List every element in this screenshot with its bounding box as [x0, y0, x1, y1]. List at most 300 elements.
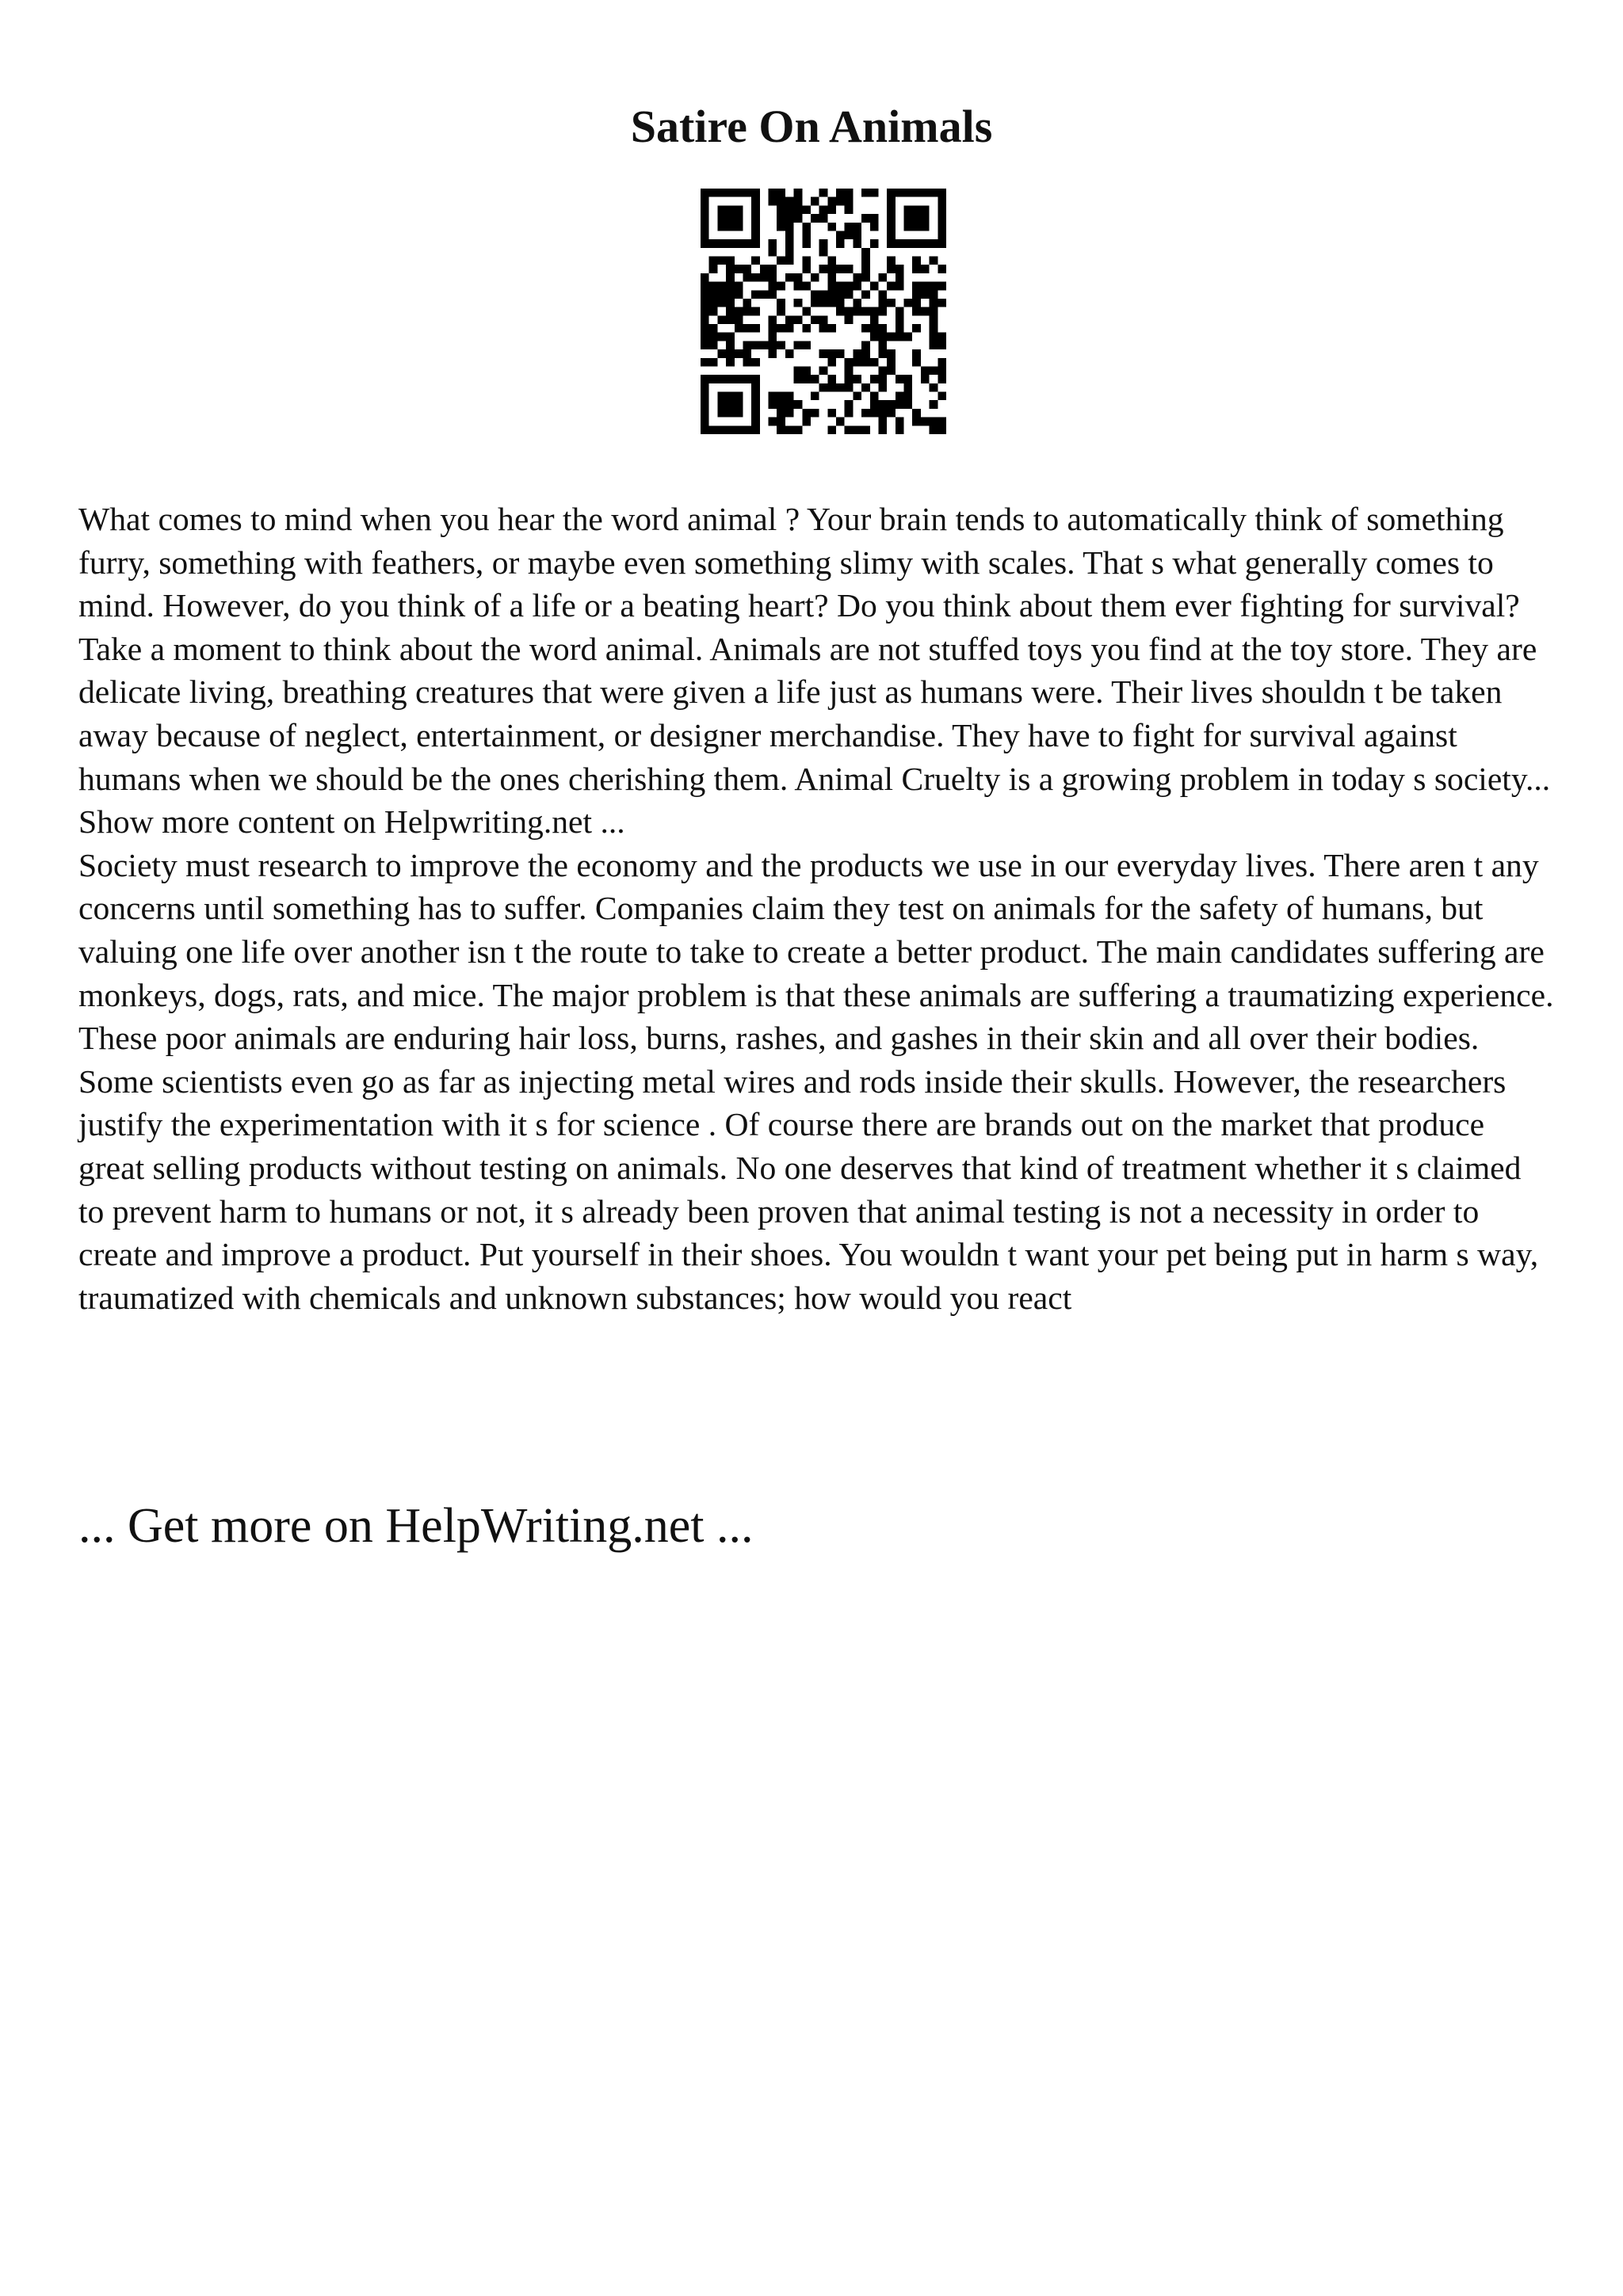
qr-module [769, 341, 777, 349]
qr-module [726, 290, 735, 299]
qr-module [819, 299, 828, 307]
qr-module [726, 214, 735, 223]
paragraph-1: What comes to mind when you hear the word animal ? Your brain tends to automatically think of something furry, something with feathers, or maybe even something slimy with scales. That s what generally comes to mind. However, do you think of a life or a beating heart? Do you think about them ever fighting for survival? Take a moment to think about the word animal. Animals are not stuffed toys you find at the toy store. They are delicate living, breathing creatures that were given a life just as humans were. Their lives shouldn t be taken away because of neglect, entertainment, or designer merchandise. They have to fight for survival against humans when we should be the ones cherishing them. Animal Cruelty is a growing problem in today s society... Show more content on Helpwriting.net ... [78, 501, 1551, 841]
qr-module [811, 299, 819, 307]
qr-module [802, 324, 811, 333]
qr-module [777, 418, 785, 426]
qr-module [836, 197, 845, 206]
qr-module [726, 400, 735, 409]
qr-module [701, 358, 709, 367]
qr-module [836, 290, 845, 299]
qr-module [726, 189, 735, 197]
qr-module [861, 248, 870, 257]
qr-module [938, 265, 946, 273]
qr-module [743, 239, 751, 248]
qr-module [717, 409, 726, 418]
qr-module [896, 315, 904, 324]
qr-module [785, 223, 794, 231]
qr-module [938, 205, 946, 214]
qr-module [921, 205, 930, 214]
qr-module [861, 214, 870, 223]
qr-module [938, 239, 946, 248]
qr-module [751, 375, 760, 383]
qr-module [861, 383, 870, 392]
qr-module [701, 290, 709, 299]
qr-module [701, 375, 709, 383]
qr-module [827, 409, 836, 418]
qr-module [930, 299, 938, 307]
qr-module [751, 223, 760, 231]
qr-module [811, 273, 819, 282]
qr-module [726, 425, 735, 434]
qr-module [769, 248, 777, 257]
qr-module [802, 409, 811, 418]
qr-module [717, 375, 726, 383]
qr-module [819, 265, 828, 273]
qr-module [717, 189, 726, 197]
qr-module [912, 239, 921, 248]
qr-module [845, 307, 854, 316]
qr-module [836, 239, 845, 248]
qr-module [938, 282, 946, 291]
qr-module [896, 392, 904, 401]
qr-module [887, 214, 896, 223]
qr-module [878, 383, 887, 392]
qr-module [845, 383, 854, 392]
qr-module [769, 265, 777, 273]
qr-module [904, 383, 913, 392]
qr-module [777, 307, 785, 316]
qr-module [751, 214, 760, 223]
qr-module [802, 418, 811, 426]
qr-module [717, 299, 726, 307]
qr-module [794, 189, 803, 197]
qr-module [717, 349, 726, 358]
qr-module [819, 248, 828, 257]
qr-module [819, 366, 828, 375]
qr-module [777, 197, 785, 206]
qr-module [904, 214, 913, 223]
qr-module [726, 239, 735, 248]
qr-module [751, 197, 760, 206]
qr-module [836, 231, 845, 239]
qr-module [836, 299, 845, 307]
qr-module [887, 189, 896, 197]
qr-module [921, 307, 930, 316]
qr-module [751, 392, 760, 401]
qr-module [819, 290, 828, 299]
qr-module [769, 290, 777, 299]
qr-module [717, 333, 726, 341]
qr-module [921, 290, 930, 299]
qr-module [785, 315, 794, 324]
qr-module [701, 282, 709, 291]
qr-module [887, 333, 896, 341]
qr-module [870, 189, 879, 197]
qr-module [930, 315, 938, 324]
qr-module [878, 324, 887, 333]
qr-module [912, 349, 921, 358]
paragraph-2: Society must research to improve the economy and the products we use in our everyday lives. There aren t any concerns until something has to suffer. Companies claim they test on animals for the safety of humans, but valuing one life over another isn t the route to take to create a better product. The main candidates suffering are monkeys, dogs, rats, and mice. The major problem is that these animals are suffering a traumatizing experience. These poor animals are enduring hair loss, burns, rashes, and gashes in their skin and all over their bodies. Some scientists even go as far as injecting metal wires and rods inside their skulls. However, the researchers justify the experimentation with it s for science . Of course there are brands out on the market that produce great selling products without testing on animals. No one deserves that kind of treatment whether it s claimed to prevent harm to humans or not, it s already been proven that animal testing is not a necessity in order to create and improve a product. Put yourself in their shoes. You wouldn t want your pet being put in harm s way, traumatized with chemicals and unknown substances; how would you react [78, 846, 1554, 1316]
qr-module [701, 189, 709, 197]
qr-module [743, 324, 751, 333]
qr-module [785, 214, 794, 223]
qr-module [878, 409, 887, 418]
qr-module [769, 392, 777, 401]
qr-module [701, 214, 709, 223]
qr-module [896, 239, 904, 248]
qr-module [769, 282, 777, 291]
qr-module [709, 189, 718, 197]
qr-module [845, 366, 854, 375]
qr-module [827, 324, 836, 333]
qr-module [777, 400, 785, 409]
qr-module [709, 358, 718, 367]
qr-module [751, 425, 760, 434]
qr-module [887, 282, 896, 291]
qr-module [726, 409, 735, 418]
qr-module [726, 265, 735, 273]
qr-module [921, 189, 930, 197]
qr-module [811, 315, 819, 324]
qr-module [726, 341, 735, 349]
qr-module [853, 425, 861, 434]
qr-module [709, 375, 718, 383]
qr-module [827, 375, 836, 383]
qr-module [769, 189, 777, 197]
qr-module [896, 324, 904, 333]
qr-module [836, 282, 845, 291]
qr-module [912, 307, 921, 316]
qr-module [794, 366, 803, 375]
qr-module [735, 239, 743, 248]
qr-module [930, 307, 938, 316]
qr-module [717, 205, 726, 214]
qr-module [845, 189, 854, 197]
qr-module [735, 315, 743, 324]
qr-module [912, 324, 921, 333]
qr-module [819, 239, 828, 248]
qr-module [751, 324, 760, 333]
qr-module [726, 358, 735, 367]
qr-module [811, 392, 819, 401]
qr-module [836, 189, 845, 197]
qr-module [912, 418, 921, 426]
qr-module [921, 282, 930, 291]
qr-module [709, 324, 718, 333]
get-more-link[interactable]: ... Get more on HelpWriting.net ... [78, 1499, 754, 1553]
qr-module [701, 273, 709, 282]
qr-module [887, 409, 896, 418]
qr-module [912, 358, 921, 367]
qr-module [743, 189, 751, 197]
qr-module [938, 231, 946, 239]
qr-module [785, 349, 794, 358]
qr-module [870, 307, 879, 316]
qr-module [827, 383, 836, 392]
qr-module [827, 299, 836, 307]
qr-module [769, 418, 777, 426]
qr-module [802, 375, 811, 383]
qr-module [726, 333, 735, 341]
qr-module [930, 257, 938, 265]
qr-module [938, 341, 946, 349]
qr-module [930, 324, 938, 333]
qr-module [912, 205, 921, 214]
qr-module [836, 307, 845, 316]
qr-module [896, 425, 904, 434]
qr-module [735, 324, 743, 333]
qr-module [845, 265, 854, 273]
qr-module [938, 358, 946, 367]
qr-module [930, 341, 938, 349]
qr-module [930, 366, 938, 375]
qr-module [751, 307, 760, 316]
qr-module [802, 282, 811, 291]
qr-module [887, 197, 896, 206]
qr-module [938, 418, 946, 426]
qr-module [794, 197, 803, 206]
qr-module [845, 358, 854, 367]
qr-module [912, 409, 921, 418]
qr-module [751, 418, 760, 426]
qr-module [769, 333, 777, 341]
qr-module [777, 205, 785, 214]
qr-module [845, 375, 854, 383]
qr-module [870, 223, 879, 231]
qr-module [836, 265, 845, 273]
qr-module [870, 282, 879, 291]
qr-module [912, 290, 921, 299]
qr-module [827, 205, 836, 214]
qr-module [912, 265, 921, 273]
qr-module [717, 425, 726, 434]
qr-module [861, 307, 870, 316]
qr-module [938, 366, 946, 375]
qr-module [751, 257, 760, 265]
qr-module [811, 409, 819, 418]
qr-module [878, 418, 887, 426]
qr-module [827, 282, 836, 291]
qr-module [887, 349, 896, 358]
qr-module [827, 197, 836, 206]
qr-module [896, 333, 904, 341]
qr-module [861, 273, 870, 282]
qr-module [751, 189, 760, 197]
qr-module [930, 239, 938, 248]
qr-module [785, 425, 794, 434]
qr-module [904, 239, 913, 248]
qr-module [701, 315, 709, 324]
qr-module [878, 307, 887, 316]
qr-module [819, 205, 828, 214]
qr-module [845, 400, 854, 409]
qr-module [845, 231, 854, 239]
qr-module [861, 257, 870, 265]
qr-module [769, 315, 777, 324]
qr-module [802, 341, 811, 349]
qr-module [717, 290, 726, 299]
qr-module [853, 299, 861, 307]
qr-module [701, 223, 709, 231]
qr-module [904, 400, 913, 409]
qr-module [870, 315, 879, 324]
qr-module [743, 273, 751, 282]
qr-module [921, 366, 930, 375]
qr-module [887, 257, 896, 265]
qr-module [887, 299, 896, 307]
qr-module [904, 392, 913, 401]
qr-module [912, 257, 921, 265]
qr-module [777, 392, 785, 401]
qr-module [777, 282, 785, 291]
qr-module [896, 418, 904, 426]
qr-module [717, 282, 726, 291]
qr-module [735, 265, 743, 273]
qr-module [751, 273, 760, 282]
qr-module [870, 358, 879, 367]
qr-module [870, 409, 879, 418]
qr-module [701, 239, 709, 248]
qr-module [938, 425, 946, 434]
qr-module [735, 189, 743, 197]
qr-module [777, 223, 785, 231]
qr-module [802, 231, 811, 239]
qr-module [878, 349, 887, 358]
qr-module [819, 349, 828, 358]
qr-module [861, 349, 870, 358]
qr-module [777, 425, 785, 434]
qr-module [735, 425, 743, 434]
qr-module [794, 273, 803, 282]
qr-module [777, 409, 785, 418]
qr-module [912, 189, 921, 197]
qr-module [845, 409, 854, 418]
qr-module [938, 392, 946, 401]
qr-module [794, 205, 803, 214]
qr-module [709, 299, 718, 307]
qr-module [904, 189, 913, 197]
qr-module [717, 257, 726, 265]
qr-module [717, 239, 726, 248]
document-title: Satire On Animals [630, 101, 993, 152]
qr-module [887, 239, 896, 248]
qr-module [717, 223, 726, 231]
qr-module [819, 324, 828, 333]
qr-module [751, 358, 760, 367]
qr-module [802, 257, 811, 265]
qr-module [811, 214, 819, 223]
qr-module [912, 214, 921, 223]
qr-module [870, 324, 879, 333]
qr-module [726, 257, 735, 265]
qr-module [701, 197, 709, 206]
qr-module [701, 231, 709, 239]
qr-module [896, 265, 904, 273]
qr-module [709, 333, 718, 341]
qr-module [751, 239, 760, 248]
qr-module [717, 392, 726, 401]
qr-module [709, 239, 718, 248]
qr-module [878, 333, 887, 341]
qr-module [904, 205, 913, 214]
qr-module [751, 290, 760, 299]
qr-module [827, 223, 836, 231]
qr-module [743, 358, 751, 367]
qr-module [921, 223, 930, 231]
qr-module [930, 400, 938, 409]
qr-module [769, 324, 777, 333]
qr-module [853, 349, 861, 358]
qr-module [785, 400, 794, 409]
qr-module [921, 418, 930, 426]
qr-module [938, 375, 946, 383]
qr-module [802, 239, 811, 248]
qr-module [921, 214, 930, 223]
qr-module [853, 307, 861, 316]
qr-module [751, 400, 760, 409]
qr-module [794, 400, 803, 409]
qr-module [794, 299, 803, 307]
qr-module [785, 273, 794, 282]
qr-module [769, 349, 777, 358]
qr-module [930, 333, 938, 341]
qr-module [878, 366, 887, 375]
qr-module [794, 282, 803, 291]
qr-module [921, 265, 930, 273]
qr-module [878, 299, 887, 307]
qr-module [878, 290, 887, 299]
qr-module [853, 273, 861, 282]
qr-module [735, 282, 743, 291]
qr-module [777, 257, 785, 265]
qr-module [896, 273, 904, 282]
qr-module [861, 341, 870, 349]
qr-module [726, 307, 735, 316]
qr-module [930, 189, 938, 197]
qr-module [726, 223, 735, 231]
qr-module [912, 223, 921, 231]
qr-module [845, 290, 854, 299]
qr-module [845, 282, 854, 291]
qr-module [878, 425, 887, 434]
qr-module [743, 307, 751, 316]
qr-module [794, 315, 803, 324]
qr-module [777, 324, 785, 333]
qr-module [785, 324, 794, 333]
qr-module [760, 341, 769, 349]
qr-module [845, 223, 854, 231]
qr-module [735, 400, 743, 409]
qr-module [709, 425, 718, 434]
qr-code-graphic [701, 189, 946, 434]
qr-module [726, 375, 735, 383]
qr-module [785, 257, 794, 265]
qr-module [878, 273, 887, 282]
qr-module [845, 205, 854, 214]
qr-module [751, 383, 760, 392]
qr-module [709, 290, 718, 299]
qr-module [930, 282, 938, 291]
qr-module [853, 375, 861, 383]
qr-module [726, 205, 735, 214]
qr-module [861, 409, 870, 418]
qr-module [743, 349, 751, 358]
qr-module [709, 307, 718, 316]
qr-module [769, 197, 777, 206]
qr-module [701, 205, 709, 214]
qr-module [870, 214, 879, 223]
